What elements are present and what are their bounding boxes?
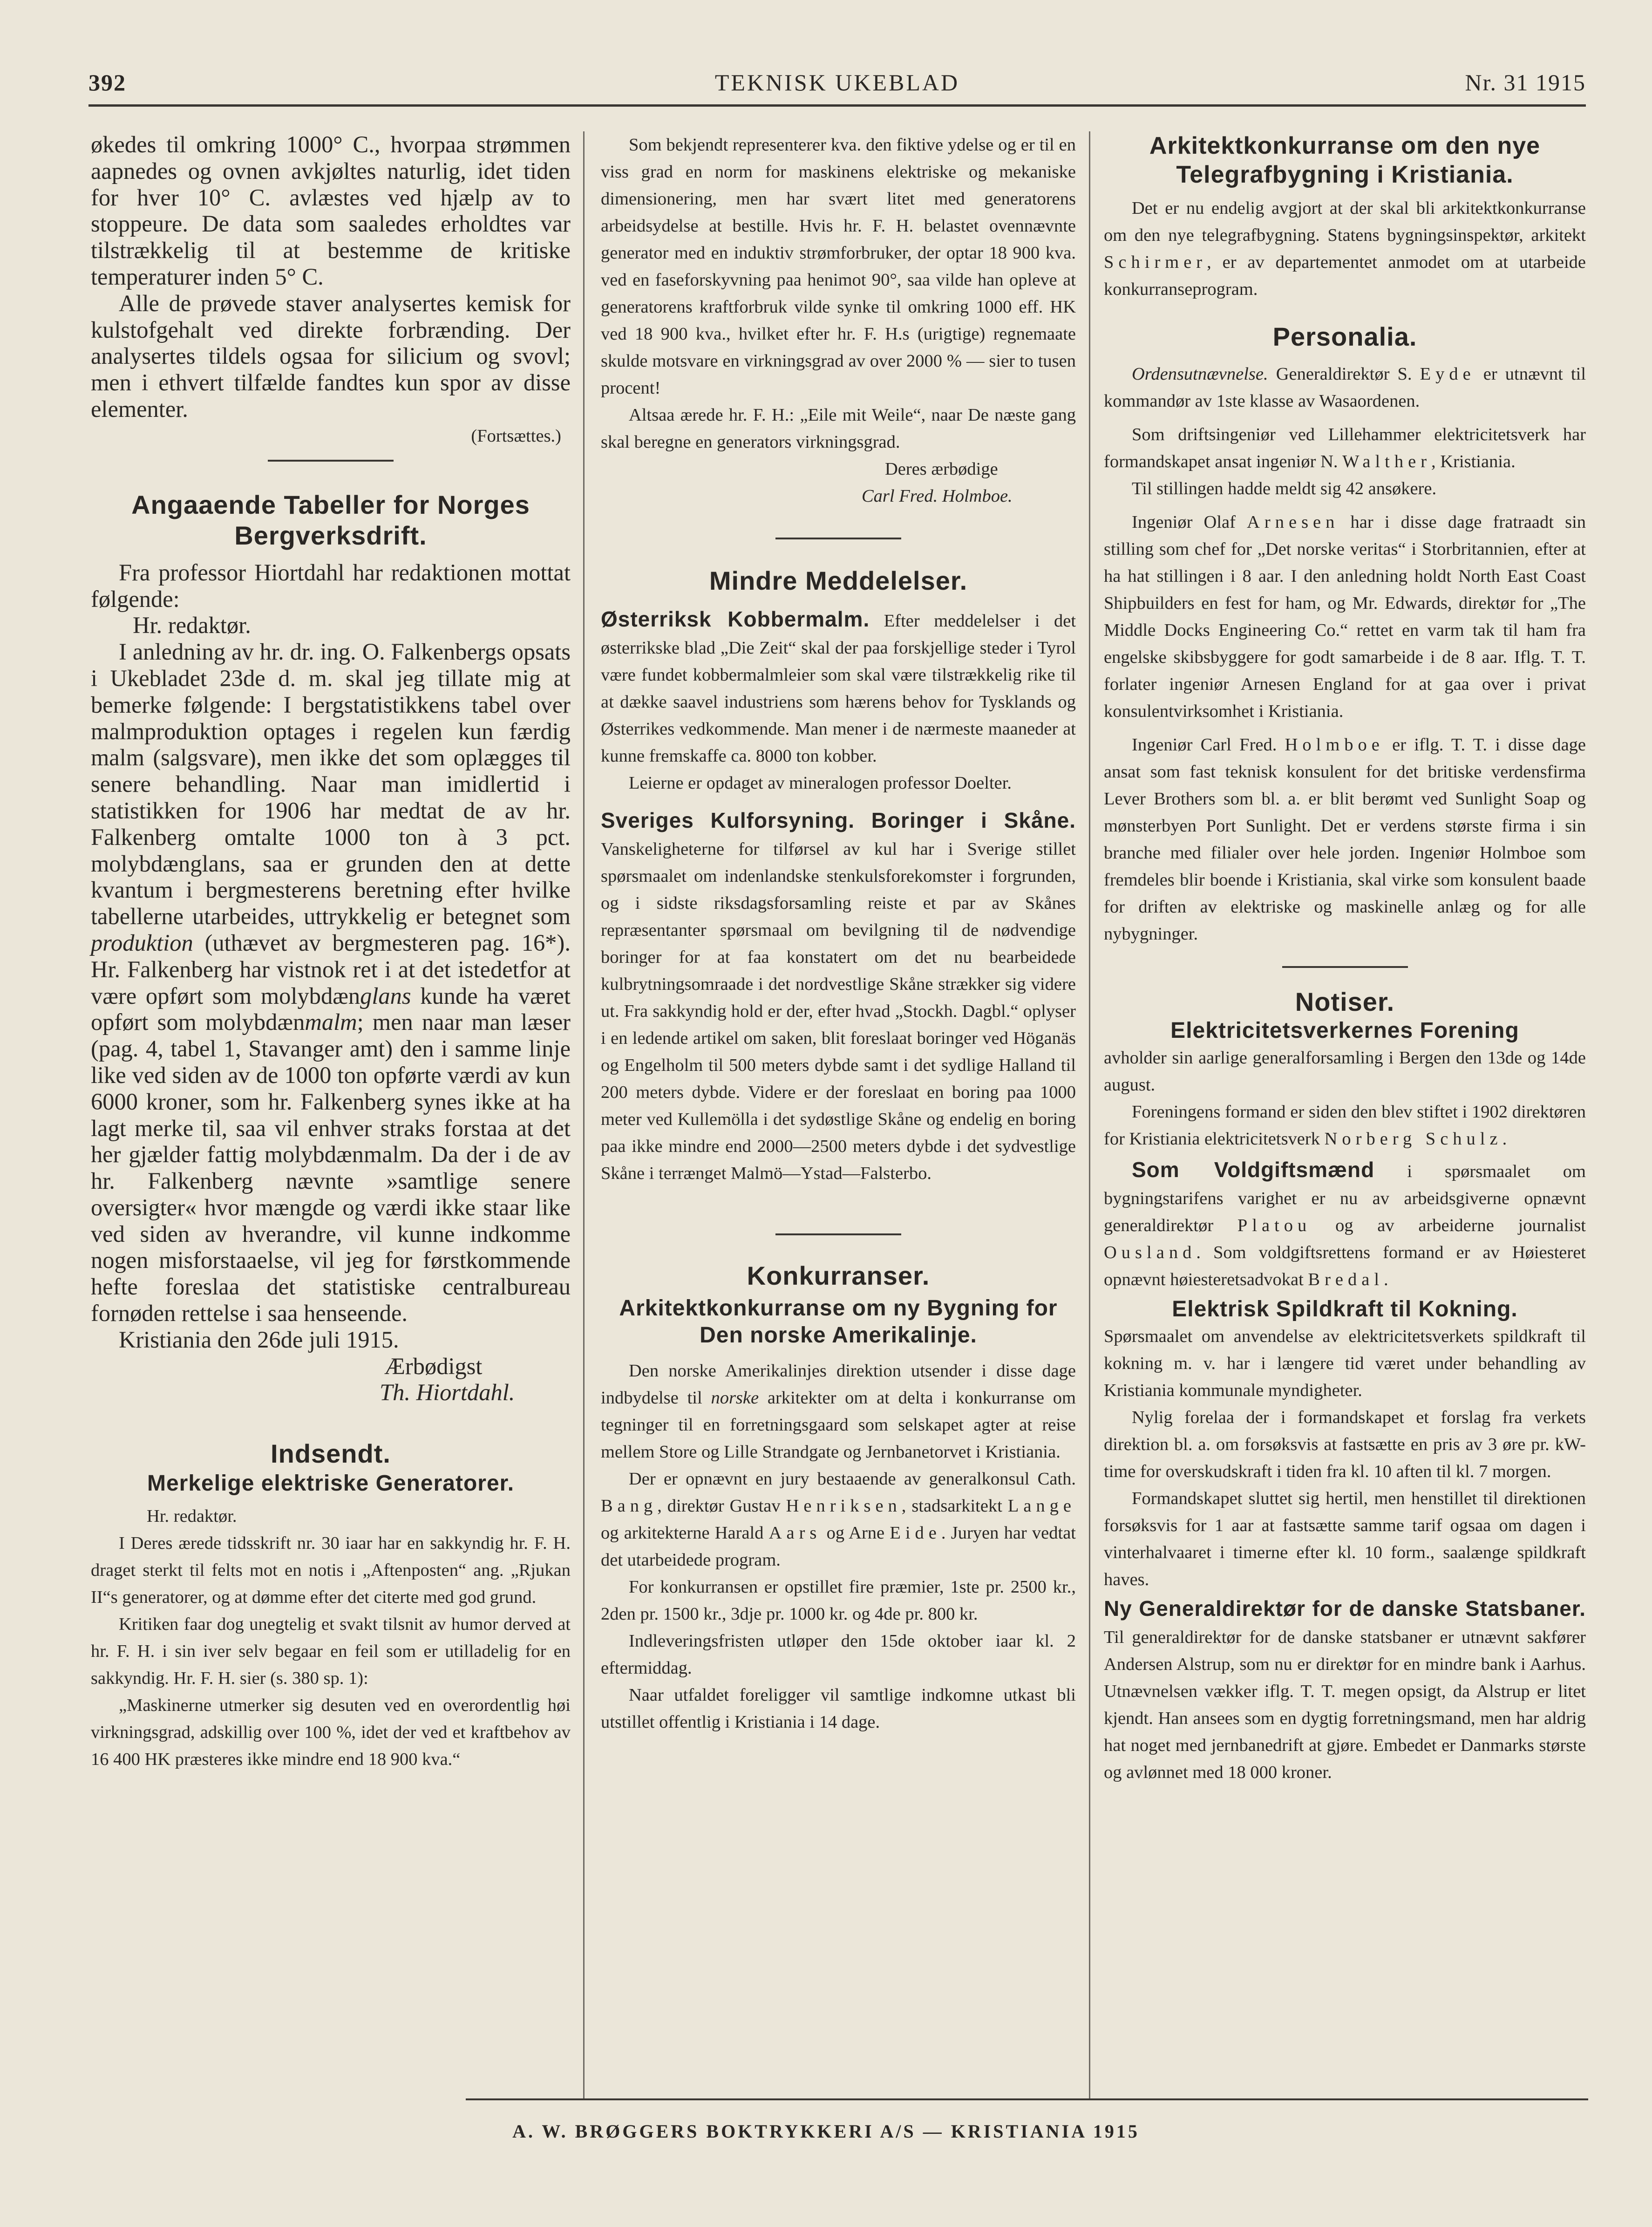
section-heading: Mindre Meddelelser. — [709, 566, 968, 595]
page-number: 392 — [88, 69, 126, 95]
paragraph: Kritiken faar dog unegtelig et svakt tilsnit av humor derved at hr. F. H. i sin iver selv begaar en feil som er utilladelig for en sakkyndig. Hr. F. H. sier (s. 380 sp. 1): — [91, 1614, 571, 1689]
paragraph: For konkurransen er opstillet fire præmier, 1ste pr. 2500 kr., 2den pr. 1500 kr., 3dje pr. 1000 kr. og 4de pr. 800 kr. — [601, 1577, 1076, 1624]
separator — [1282, 966, 1408, 968]
paragraph: Der er opnævnt en jury bestaaende av generalkonsul Cath. Bang, direktør Gustav Henriksen, stadsarkitekt Lange og arkitekterne Harald Aars og Arne Eide. Juryen har vedtat det utarbeidede program. — [601, 1469, 1076, 1570]
article-subheading: Arkitektkonkurranse om ny Bygning for Den norske Amerikalinje. — [619, 1296, 1058, 1348]
column-3 — [1104, 131, 1586, 1786]
paragraph: Alle de prøvede staver analysertes kemisk for kulstofgehalt ved direkte forbrænding. Der analysertes tildels ogsaa for silicium og svovl; men i ethvert tilfælde fandtes kun spor av disse elementer. — [91, 290, 571, 422]
section-heading: Indsendt. — [271, 1439, 391, 1469]
paragraph: Det er nu endelig avgjort at der skal bli arkitektkonkurranse om den nye telegrafbygning. Statens bygningsinspektør, arkitekt Schirmer, er av departementet anmodet om at utarbeide konkurranseprogram. — [1104, 198, 1586, 299]
letter-closing: Ærbødigst — [384, 1353, 483, 1379]
article-subheading: Merkelige elektriske Generatorer. — [147, 1471, 515, 1496]
paragraph: Ingeniør Carl Fred. Holmboe er iflg. T. T. i disse dage ansat som fast teknisk konsulent for det britiske verdensfirma Lever Brothers som bl. a. er blit berømt ved Sunlight Soap og mønsterbyen Port Sunlight. Det er verdens største firma i sin branche med filialer over hele jorden. Ingeniør Holmboe som fremdeles blir boende i Kristiania, skal virke som konsulent baade for driften av elektriske og maskinelle anlæg og for alle nybygninger. — [1104, 735, 1586, 944]
quotation: „Maskinerne utmerker sig desuten ved en overordentlig høi virkningsgrad, adskillig over 100 %, idet der ved et kraftbehov av 16 400 HK præsteres ikke mindre end 18 900 kva.“ — [91, 1696, 571, 1770]
issue-number: Nr. 31 1915 — [1465, 69, 1586, 95]
column-2 — [601, 131, 1076, 1736]
paragraph: I Deres ærede tidsskrift nr. 30 iaar har en sakkyndig hr. F. H. draget sterkt til felts mot en notis i „Aftenposten“ ang. „Rjukan II“s generatorer, og at dømme efter det citerte med god grund. — [91, 1533, 571, 1607]
running-header — [88, 69, 1586, 102]
paragraph: Foreningens formand er siden den blev stiftet i 1902 direktøren for Kristiania elektricitetsverk Norberg Schulz. — [1104, 1102, 1586, 1149]
column-1 — [91, 131, 571, 1773]
paragraph: Spørsmaalet om anvendelse av elektricitetsverkets spildkraft til kokning m. v. har i længere tid været under behandling av Kristiania kommunale myndigheter. — [1104, 1327, 1586, 1400]
letter-body: I anledning av hr. dr. ing. O. Falkenbergs opsats i Ukebladet 23de d. m. skal jeg tillate mig at bemerke følgende: I bergstatistikkens tabel over malmproduktion optages i regelen kun færdig malm (salgsvare), men ikke det som oplægges til senere behandling. Naar man imidlertid i statistikken for 1906 har medtat de av hr. Falkenberg omtalte 1000 ton à 3 pct. molybdænglans, saa er grunden den at dette kvantum i bergmesterens beretning efter hvilke tabellerne utarbeides, uttrykkelig er betegnet som produktion (uthævet av bergmesteren pag. 16*). Hr. Falkenberg har vistnok ret i at det istedetfor at være opført som molybdænglans kunde ha været opført som molybdænmalm; men naar man læser (pag. 4, tabel 1, Stavanger amt) den i samme linje like ved siden av de 1000 ton opførte værdi av kun 6000 kroner, som hr. Falkenberg synes ikke at ha lagt merke til, saa vil enhver straks forstaa at det her gjælder fattig molybdænmalm. Da der i de av hr. Falkenberg nævnte »samtlige senere oversigter« hvor mængde og værdi ikke staar like ved siden av hverandre, vil kunne indkomme nogen misforstaaelse, vil jeg for førstkommende hefte foreslaa det statistiske centralbureau fornøden rettelse i saa henseende. — [91, 639, 571, 1327]
paragraph: Som bekjendt representerer kva. den fiktive ydelse og er til en viss grad en norm for maskinens elektriske og mekaniske dimensionering, men har svært litet med generatorens arbeidsydelse at bestille. Hvis hr. F. H. belastet ovennævnte generator med en induktiv strømforbruker, der optar 18 900 kva. ved en faseforskyvning paa henimot 90°, saa vilde han opleve at generatorens kraftforbruk vilde synke til omkring 1000 eff. HK ved 18 900 kva., hvilket efter hr. F. H.s (urigtige) regnemaate skulde motsvare en virkningsgrad av over 2000 % — sier to tusen procent! — [601, 135, 1076, 398]
article-heading: Angaaende Tabeller for Norges Bergverksdrift. — [131, 490, 530, 550]
letter-closing: Deres ærbødige — [885, 459, 998, 479]
paragraph: Altsaa ærede hr. F. H.: „Eile mit Weile“, naar De næste gang skal beregne en generators virkningsgrad. — [601, 405, 1076, 452]
news-item: Ny Generaldirektør for de danske Statsbaner. Til generaldirektør for de danske statsbaner er utnævnt sakfører Andersen Alstrup, som nu er direktør for en mindre bank i Aarhus. Utnævnelsen vækker iflg. T. T. megen opsigt, da Alstrup er litet kjendt. Han ansees som en dygtig forretningsmand, men har aldrig hat noget med jernbanedrift at gjøre. Embedet er Danmarks største og avlønnet med 18 000 kroner. — [1104, 1596, 1586, 1782]
paragraph: Leierne er opdaget av mineralogen professor Doelter. — [629, 773, 1012, 793]
separator — [775, 1233, 901, 1235]
printer-imprint: A. W. BRØGGERS BOKTRYKKERI A/S — KRISTIANIA 1915 — [512, 2121, 1140, 2142]
paragraph: Ingeniør Olaf Arnesen har i disse dage fratraadt sin stilling som chef for „Det norske veritas“ i Storbritannien, efter at ha hat stillingen i 8 aar. I den anledning holdt North East Coast Shipbuilders en fest for ham, og Mr. Edwards, direktør for „The Middle Docks Engineering Co.“ rettet en varm tak til ham fra engelske skibsbyggere for godt samarbeide i de 8 aar. Iflg. T. T. forlater ingeniør Arnesen England for at gaa over i privat konsulentvirksomhet i Kristiania. — [1104, 512, 1586, 721]
journal-title: TEKNISK UKEBLAD — [714, 69, 960, 95]
separator — [268, 460, 394, 462]
section-heading: Personalia. — [1272, 322, 1417, 351]
paragraph: Ordensutnævnelse. Generaldirektør S. Eyde er utnævnt til kommandør av 1ste klasse av Wasaordenen. — [1104, 364, 1586, 411]
paragraph: Nylig forelaa der i formandskapet et forslag fra verkets direktion bl. a. om forsøksvis at fastsætte en pris av 3 øre pr. kW-time for overskudskraft i tiden fra kl. 10 aften til kl. 7 morgen. — [1104, 1408, 1586, 1481]
letter-date: Kristiania den 26de juli 1915. — [119, 1326, 399, 1353]
salutation: Hr. redaktør. — [147, 1506, 237, 1526]
article-subheading: Elektrisk Spildkraft til Kokning. — [1172, 1297, 1518, 1321]
paragraph: Den norske Amerikalinjes direktion utsender i disse dage indbydelse til norske arkitekter om at delta i konkurranse om tegninger til en forretningsgaard som selskapet agter at reise mellem Store og Lille Strandgate og Jernbanetorvet i Kristiania. — [601, 1361, 1076, 1462]
header-rule — [88, 104, 1586, 107]
article-continuation: økedes til omkring 1000° C., hvorpaa strømmen aapnedes og ovnen avkjøltes naturlig, idet tiden for hver 10° C. avlæstes ved hjælp av to stoppeure. De data som saaledes erholdtes var tilstrækkelig til at bestemme de kritiske temperaturer inden 5° C. — [91, 131, 571, 290]
news-item: Sveriges Kulforsyning. Boringer i Skåne. Vanskeligheterne for tilførsel av kul har i Sverige stillet spørsmaalet om indenlandske stenkulsforekomster i forgrunden, og i sidste riksdagsforsamling reiste et par av Skånes repræsentanter spørsmaal om bevilgning til de nødvendige boringer for at faa konstatert om det nu bearbeidede kulbrytningsomraade i det nordvestlige Skåne strækker sig videre ut. Fra sakkyndig hold er der, efter hvad „Stockh. Dagbl.“ oplyser i en ledende artikel om saken, blit foreslaat boringer ved Höganäs og Engelholm til 500 meters dybde samt i det sydlige Halland til 200 meters dybde. Videre er der foreslaat en boring paa 1000 meter ved Kullemölla i det sydøstlige Skåne og endelig en boring paa ikke mindre end 2000—2500 meters dybde i det sydvestlige Skåne i terrænget Malmö—Ystad—Falsterbo. — [601, 808, 1076, 1183]
paragraph: avholder sin aarlige generalforsamling i Bergen den 13de og 14de august. — [1104, 1048, 1586, 1095]
letter-signature: Th. Hiortdahl. — [380, 1379, 515, 1406]
separator — [775, 538, 901, 539]
continued-note: (Fortsættes.) — [471, 426, 561, 446]
paragraph: Indleveringsfristen utløper den 15de oktober iaar kl. 2 eftermiddag. — [601, 1631, 1076, 1678]
paragraph: Naar utfaldet foreligger vil samtlige indkomne utkast bli utstillet offentlig i Kristiania i 14 dage. — [601, 1685, 1076, 1732]
letter-signature: Carl Fred. Holmboe. — [862, 486, 1013, 506]
article-heading: Arkitektkonkurranse om den nye Telegrafbygning i Kristiania. — [1149, 132, 1541, 188]
paragraph: Til stillingen hadde meldt sig 42 ansøkere. — [1132, 479, 1437, 498]
section-heading: Konkurranser. — [747, 1261, 930, 1290]
news-item: Som Voldgiftsmænd i spørsmaalet om bygningstarifens varighet er nu av arbeidsgiverne opnævnt generaldirektør Platou og av arbeiderne journalist Ousland. Som voldgiftsrettens formand er av Høiesteret opnævnt høiesteretsadvokat Bredal. — [1104, 1158, 1586, 1289]
column-divider — [1089, 131, 1090, 2099]
paragraph: Formandskapet sluttet sig hertil, men henstillet til direktionen forsøksvis for 1 aar at fastsætte samme tarif ogsaa om dagen i vinterhalvaaret i timerne efter kl. 10 form., saalænge spildkraft haves. — [1104, 1489, 1586, 1589]
footer-rule — [466, 2098, 1588, 2100]
section-heading: Notiser. — [1295, 987, 1395, 1016]
article-subheading: Elektricitetsverkernes Forening — [1170, 1018, 1519, 1043]
salutation: Hr. redaktør. — [133, 612, 251, 639]
paragraph: Fra professor Hiortdahl har redaktionen mottat følgende: — [91, 559, 571, 612]
paragraph: Som driftsingeniør ved Lillehammer elektricitetsverk har formandskapet ansat ingeniør N. Walther, Kristiania. — [1104, 425, 1586, 471]
column-divider — [583, 131, 585, 2099]
news-item: Østerriksk Kobbermalm. Efter meddelelser i det østerrikske blad „Die Zeit“ skal der paa forskjellige steder i Tyrol være fundet kobbermalmleier som skal være tilstrækkelig rike til at dække saavel industriens som hærens behov for Tysklands og Østerrikes vedkommende. Man mener i de nærmeste maaneder at kunne fremskaffe ca. 8000 ton kobber. — [601, 607, 1076, 766]
